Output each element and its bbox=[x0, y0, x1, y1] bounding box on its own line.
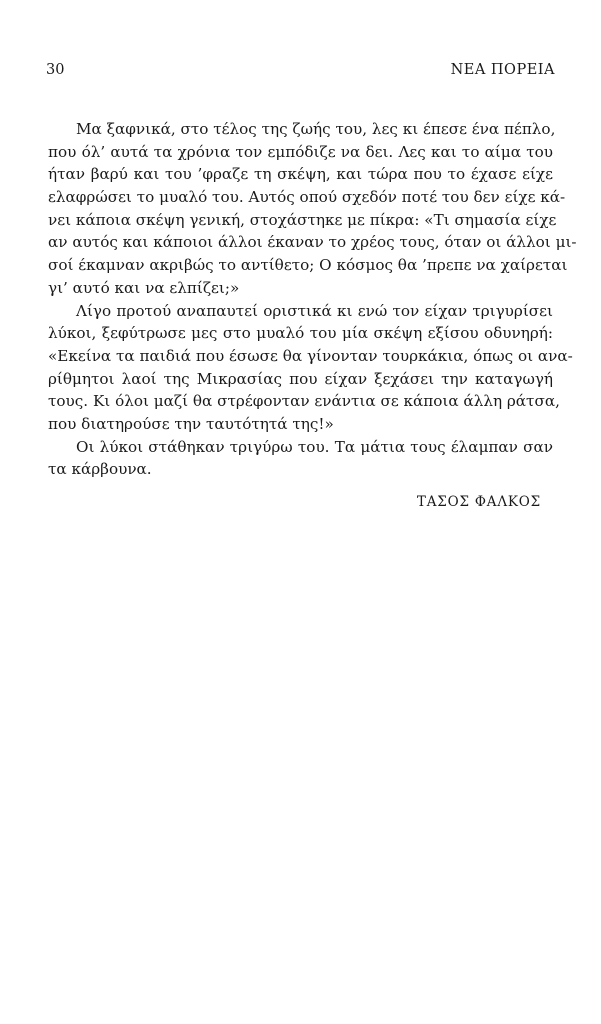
text-line: «Εκείνα τα παιδιά που έσωσε θα γίνονταν τουρκάκια, όπως οι ανα- bbox=[48, 346, 573, 365]
text-line: τα κάρβουνα. bbox=[48, 460, 152, 479]
paragraph-2 bbox=[48, 300, 573, 436]
paragraph-3 bbox=[48, 436, 553, 481]
text-line: τους. Κι όλοι μαζί θα στρέφονταν ενάντια σε κάποια άλλη ράτσα, bbox=[48, 392, 560, 411]
journal-title: ΝΕΑ ΠΟΡΕΙΑ bbox=[450, 62, 555, 78]
text-line: γι’ αυτό και να ελπίζει;» bbox=[48, 278, 240, 297]
page-number: 30 bbox=[46, 62, 65, 78]
text-line: ρίθμητοι λαοί της Μικρασίας που είχαν ξεχάσει την καταγωγή bbox=[48, 369, 553, 388]
text-line: νει κάποια σκέψη γενική, στοχάστηκε με πίκρα: «Τι σημασία είχε bbox=[48, 210, 557, 229]
text-line: αν αυτός και κάποιοι άλλοι έκαναν το χρέος τους, όταν οι άλλοι μι- bbox=[48, 233, 577, 252]
article-body bbox=[48, 118, 577, 481]
text-line: Λίγο προτού αναπαυτεί οριστικά κι ενώ τον είχαν τριγυρίσει bbox=[76, 301, 553, 320]
text-line: που όλ’ αυτά τα χρόνια τον εμπόδιζε να δει. Λες και το αίμα του bbox=[48, 142, 553, 161]
text-line: ήταν βαρύ και του ’φραζε τη σκέψη, και τώρα που το έχασε είχε bbox=[48, 165, 553, 184]
text-line: σοί έκαμναν ακριβώς το αντίθετο; Ο κόσμος θα ’πρεπε να χαίρεται bbox=[48, 256, 568, 275]
text-line: ελαφρώσει το μυαλό του. Αυτός οπού σχεδόν ποτέ του δεν είχε κά- bbox=[48, 188, 566, 207]
text-line: λύκοι, ξεφύτρωσε μες στο μυαλό του μία σκέψη εξίσου οδυνηρή: bbox=[48, 324, 553, 343]
text-line: Οι λύκοι στάθηκαν τριγύρω του. Τα μάτια τους έλαμπαν σαν bbox=[76, 437, 553, 456]
page-header bbox=[46, 62, 555, 82]
text-line: που διατηρούσε την ταυτότητά της!» bbox=[48, 414, 334, 433]
text-line: Μα ξαφνικά, στο τέλος της ζωής του, λες κι έπεσε ένα πέπλο, bbox=[76, 120, 556, 138]
paragraph-1 bbox=[48, 118, 577, 300]
author-signature: ΤΑΣΟΣ ΦΑΛΚΟΣ bbox=[416, 494, 541, 510]
